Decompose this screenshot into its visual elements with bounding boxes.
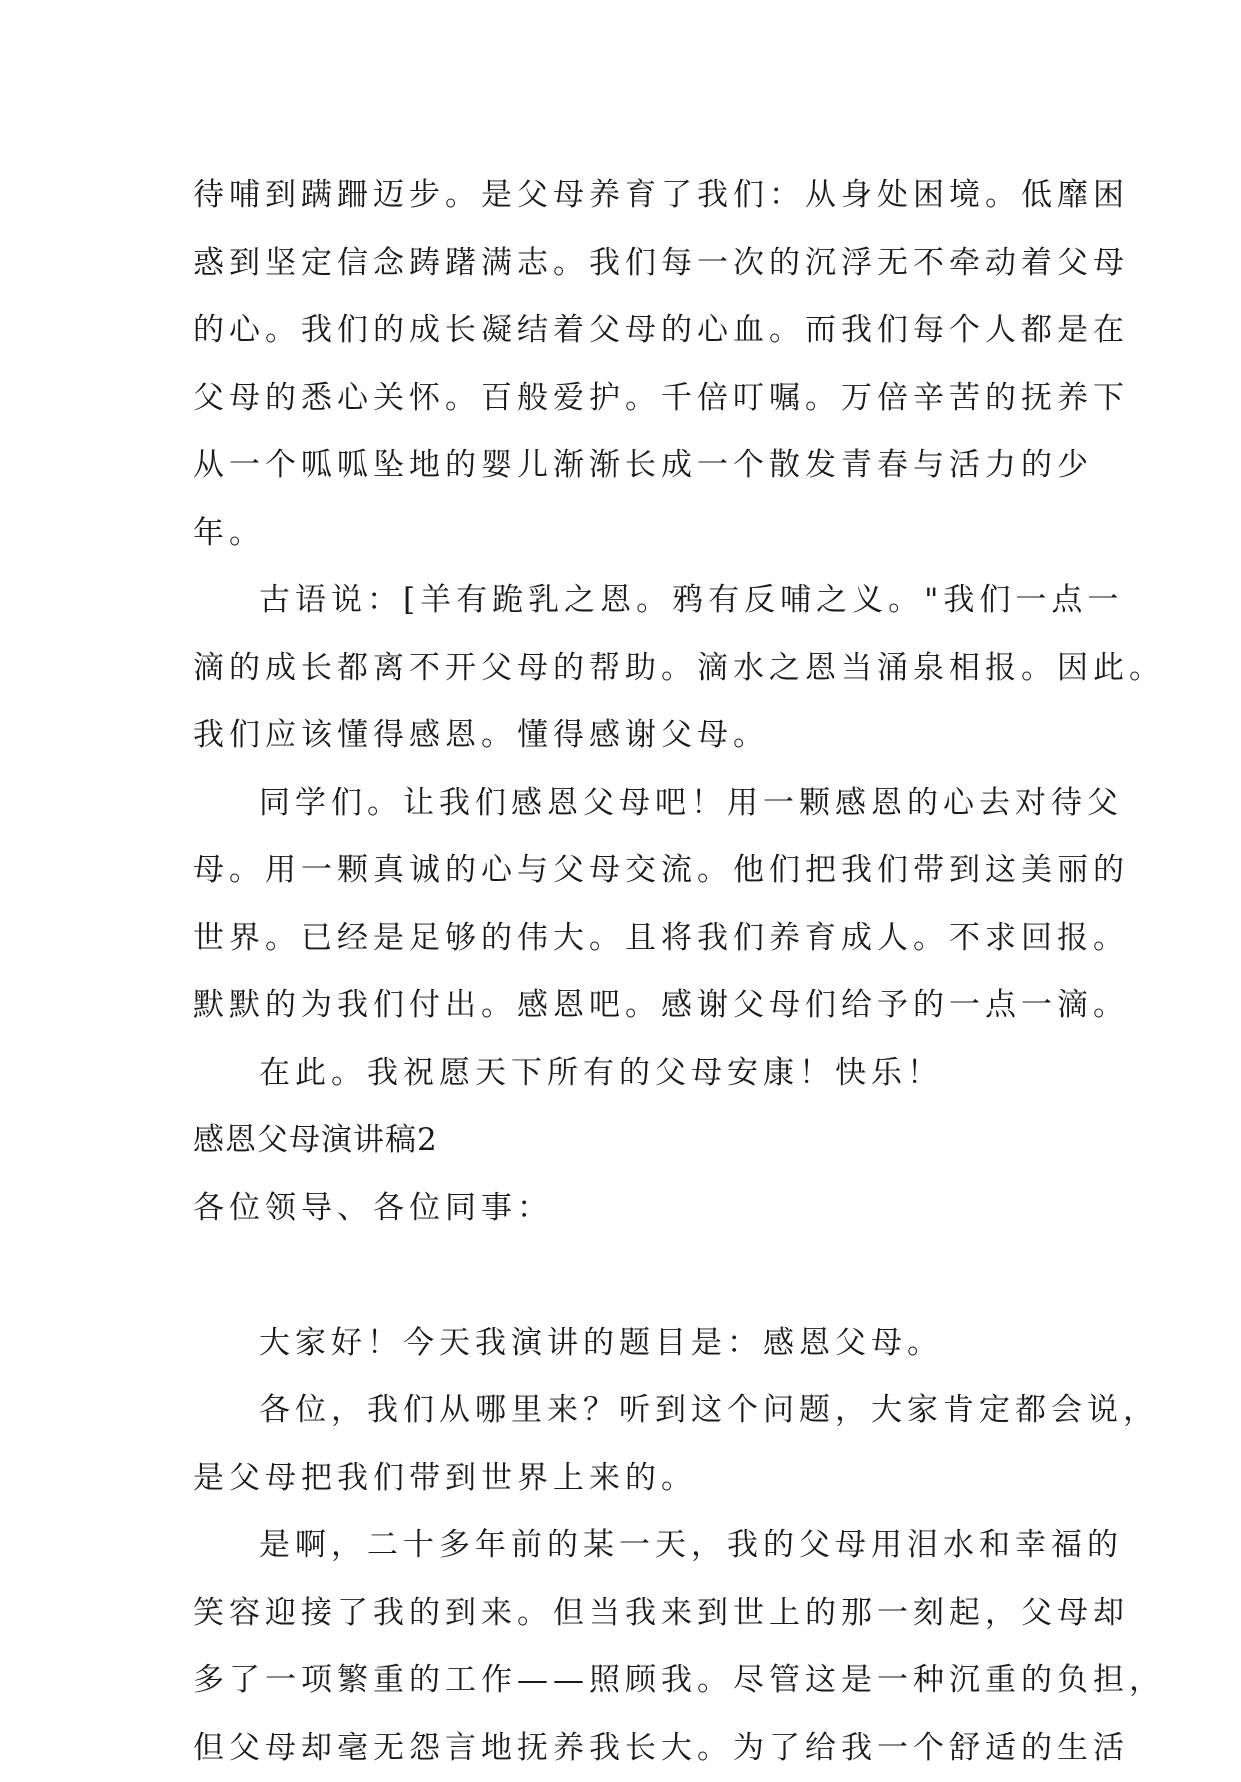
- paragraph: [193, 567, 1073, 770]
- paragraph: [193, 162, 1073, 567]
- text-line: 但父母却毫无怨言地抚养我长大。为了给我一个舒适的生活: [193, 1715, 1073, 1782]
- text-line: 母。用一颗真诚的心与父母交流。他们把我们带到这美丽的: [193, 837, 1073, 905]
- text-line: 年。: [193, 500, 1073, 568]
- text-line: 待哺到蹒跚迈步。是父母养育了我们：从身处困境。低靡困: [193, 162, 1073, 230]
- text-line: 在此。我祝愿天下所有的父母安康！快乐！: [193, 1040, 1073, 1108]
- paragraph: [193, 1377, 1073, 1512]
- text-line: 滴的成长都离不开父母的帮助。滴水之恩当涌泉相报。因此。: [193, 635, 1073, 703]
- paragraph: [193, 770, 1073, 1040]
- text-line: 同学们。让我们感恩父母吧！用一颗感恩的心去对待父: [193, 770, 1073, 838]
- salutation: 各位领导、各位同事：: [193, 1175, 1073, 1243]
- paragraph: [193, 1040, 1073, 1108]
- text-line: 我们应该懂得感恩。懂得感谢父母。: [193, 702, 1073, 770]
- text-line: 世界。已经是足够的伟大。且将我们养育成人。不求回报。: [193, 905, 1073, 973]
- text-line: 父母的悉心关怀。百般爱护。千倍叮嘱。万倍辛苦的抚养下: [193, 365, 1073, 433]
- text-line: 从一个呱呱坠地的婴儿渐渐长成一个散发青春与活力的少: [193, 432, 1073, 500]
- text-line: 各位，我们从哪里来？听到这个问题，大家肯定都会说，: [193, 1377, 1073, 1445]
- paragraph: [193, 1512, 1073, 1782]
- text-line: 多了一项繁重的工作——照顾我。尽管这是一种沉重的负担，: [193, 1647, 1073, 1715]
- section-title: 感恩父母演讲稿2: [193, 1107, 1073, 1175]
- text-line: 默默的为我们付出。感恩吧。感谢父母们给予的一点一滴。: [193, 972, 1073, 1040]
- text-line: 的心。我们的成长凝结着父母的心血。而我们每个人都是在: [193, 297, 1073, 365]
- text-line: 古语说：[羊有跪乳之恩。鸦有反哺之义。"我们一点一: [193, 567, 1073, 635]
- text-line: 是父母把我们带到世界上来的。: [193, 1445, 1073, 1513]
- text-line: 笑容迎接了我的到来。但当我来到世上的那一刻起，父母却: [193, 1580, 1073, 1648]
- text-line: 大家好！今天我演讲的题目是：感恩父母。: [193, 1310, 1073, 1378]
- text-line: 是啊，二十多年前的某一天，我的父母用泪水和幸福的: [193, 1512, 1073, 1580]
- text-line: 惑到坚定信念踌躇满志。我们每一次的沉浮无不牵动着父母: [193, 230, 1073, 298]
- paragraph: [193, 1310, 1073, 1378]
- document-body: [193, 162, 1073, 1782]
- blank-line: [193, 1242, 1073, 1310]
